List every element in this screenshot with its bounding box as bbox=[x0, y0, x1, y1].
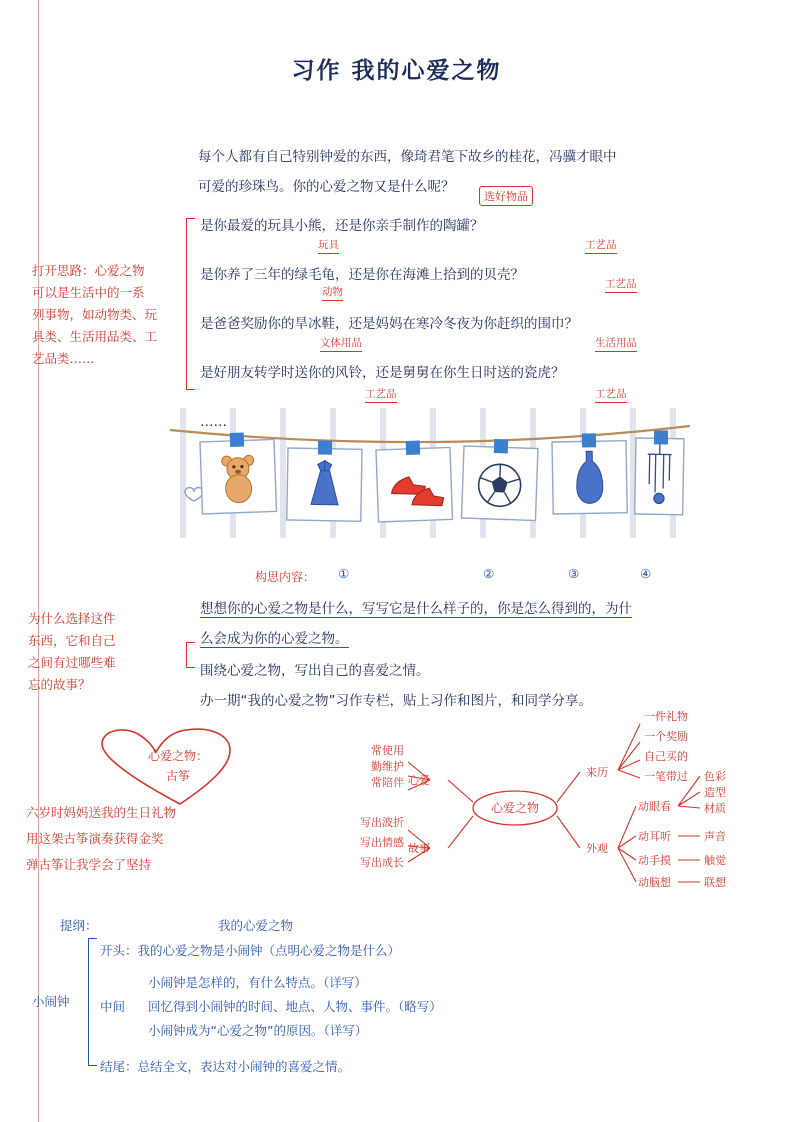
mindmap-subitem: 触觉 bbox=[704, 854, 726, 867]
body-line-1: 想想你的心爱之物是什么，写写它是什么样子的，你是怎么得到的，为什 bbox=[200, 601, 632, 617]
question-ellipsis: …… bbox=[200, 414, 227, 430]
category-tag: 工艺品 bbox=[585, 237, 617, 254]
outline-row-key: 开头 bbox=[100, 943, 126, 958]
outline-row bbox=[148, 1020, 367, 1042]
outline-row-sep: ： bbox=[125, 1059, 138, 1074]
body-line-2: 么会成为你的心爱之物。 bbox=[200, 631, 349, 647]
sidenote-line: 具类、生活用品类、工 bbox=[32, 329, 158, 344]
mindmap-branch-label-1: 故事 bbox=[408, 842, 430, 855]
mindmap-subitem: 材质 bbox=[704, 802, 726, 815]
category-tag: 工艺品 bbox=[595, 386, 627, 403]
body-line-3: 围绕心爱之物，写出自己的喜爱之情。 bbox=[200, 663, 430, 679]
heart-text bbox=[98, 746, 258, 786]
sidenote-line: 忘的故事？ bbox=[28, 677, 91, 692]
outline-label: 提纲： bbox=[60, 918, 98, 933]
category-tag: 玩具 bbox=[318, 237, 339, 254]
marker-3: ③ bbox=[568, 566, 580, 581]
heart-line-2: 古筝 bbox=[165, 769, 190, 783]
construct-content-label: 构思内容： bbox=[255, 570, 316, 584]
category-tag: 生活用品 bbox=[595, 335, 637, 352]
outline-row bbox=[148, 972, 367, 994]
mindmap-item: 写出波折 bbox=[360, 816, 404, 829]
body-paragraphs bbox=[200, 594, 670, 716]
outline-row bbox=[100, 940, 400, 962]
marker-2: ② bbox=[483, 566, 495, 581]
outline-row-text: 我的心爱之物是小闹钟（点明心爱之物是什么） bbox=[137, 943, 401, 958]
outline-subject: 小闹钟 bbox=[32, 994, 70, 1009]
red-bracket-questions bbox=[186, 218, 195, 390]
outline-brace bbox=[88, 938, 97, 1066]
sidenote-line: 之间有过哪些难 bbox=[28, 655, 116, 670]
mindmap-subitem: 声音 bbox=[704, 830, 726, 843]
mindmap-branch-label-2: 来历 bbox=[586, 766, 608, 779]
body-line-4: 办一期“我的心爱之物”习作专栏，贴上习作和图片，和同学分享。 bbox=[200, 693, 592, 709]
red-note-line: 弹古筝让我学会了坚持 bbox=[26, 857, 152, 872]
outline-row-sep: ： bbox=[125, 943, 138, 958]
page-title: 习作 我的心爱之物 bbox=[291, 57, 502, 84]
sidenote-why bbox=[28, 608, 180, 696]
marker-4: ④ bbox=[640, 566, 652, 581]
outline-title: 我的心爱之物 bbox=[218, 918, 294, 933]
tag-row bbox=[200, 239, 670, 261]
clothesline-illustration bbox=[170, 408, 690, 558]
mindmap-item: 写出成长 bbox=[360, 856, 404, 869]
outline-row bbox=[148, 996, 442, 1018]
sidenote-line: 艺品类…… bbox=[32, 351, 95, 366]
margin-rule-line bbox=[38, 0, 39, 1122]
mindmap-subitem: 联想 bbox=[704, 876, 726, 889]
red-note-line: 用这架古筝演奏获得金奖 bbox=[26, 831, 164, 846]
heart-annotation bbox=[90, 726, 270, 806]
mindmap bbox=[330, 706, 770, 906]
sidenote-line: 列事物，如动物类、玩 bbox=[32, 307, 158, 322]
mindmap-item: 动耳听 bbox=[638, 830, 671, 843]
tag-row bbox=[200, 337, 670, 359]
outline-row-key: 结尾 bbox=[100, 1059, 126, 1074]
mindmap-branch-label-0: 心爱 bbox=[408, 774, 430, 787]
mindmap-item: 写出情感 bbox=[360, 836, 404, 849]
tag-row bbox=[200, 278, 670, 310]
outline-row-text: 小闹钟是怎样的，有什么特点。（详写） bbox=[148, 975, 367, 990]
outline-row-text: 回忆得到小闹钟的时间、地点、人物、事件。（略写） bbox=[148, 999, 442, 1014]
mindmap-item: 勤维护 bbox=[371, 760, 404, 773]
red-note-line: 六岁时妈妈送我的生日礼物 bbox=[26, 805, 177, 820]
mindmap-item: 动脑想 bbox=[638, 876, 671, 889]
sidenote-line: 为什么选择这件 bbox=[28, 611, 116, 626]
sidenote-line: 可以是生活中的一系 bbox=[32, 285, 145, 300]
badge-select-item: 选好物品 bbox=[479, 186, 533, 206]
marker-1: ① bbox=[338, 566, 350, 581]
mindmap-branch-label-3: 外观 bbox=[586, 842, 608, 855]
intro-text: 每个人都有自己特别钟爱的东西，像琦君笔下故乡的桂花，冯骥才眼中可爱的珍珠鸟。你的心爱之物又是什么呢？ bbox=[198, 149, 617, 195]
question-line: 是爸爸奖励你的旱冰鞋，还是妈妈在寒冷冬夜为你赶织的围巾？ bbox=[200, 316, 578, 332]
question-line: 是好朋友转学时送你的风铃，还是舅舅在你生日时送的瓷虎？ bbox=[200, 365, 565, 381]
mindmap-subitem: 造型 bbox=[704, 786, 726, 799]
mindmap-item: 动手摸 bbox=[638, 854, 671, 867]
mindmap-item: 常使用 bbox=[371, 744, 404, 757]
heart-line-1: 心爱之物： bbox=[147, 749, 208, 763]
question-list bbox=[200, 216, 670, 430]
mindmap-item: 一笔带过 bbox=[644, 770, 688, 783]
sidenote-open-thinking bbox=[32, 260, 182, 370]
sidenote-line: 打开思路：心爱之物 bbox=[32, 263, 145, 278]
outline-row-text: 总结全文，表达对小闹钟的喜爱之情。 bbox=[137, 1059, 351, 1074]
intro-paragraph bbox=[198, 142, 618, 202]
mindmap-subitem: 色彩 bbox=[704, 770, 726, 783]
mindmap-item: 一件礼物 bbox=[644, 710, 688, 723]
question-line: 是你最爱的玩具小熊，还是你亲手制作的陶罐？ bbox=[200, 218, 484, 234]
category-tag: 工艺品 bbox=[365, 386, 397, 403]
mindmap-item: 动眼看 bbox=[638, 800, 671, 813]
mindmap-item: 常陪伴 bbox=[371, 776, 404, 789]
outline-row-key-middle bbox=[100, 996, 125, 1018]
mindmap-item: 自己买的 bbox=[644, 750, 688, 763]
sidenote-line: 东西，它和自己 bbox=[28, 633, 116, 648]
category-tag: 动物 bbox=[322, 284, 343, 301]
category-tag: 工艺品 bbox=[605, 276, 637, 293]
mindmap-item: 一个奖励 bbox=[644, 730, 688, 743]
outline-row bbox=[100, 1056, 350, 1078]
outline-row-text: 小闹钟成为“心爱之物”的原因。（详写） bbox=[148, 1023, 368, 1038]
question-line: 是你养了三年的绿毛龟，还是你在海滩上拾到的贝壳？ bbox=[200, 267, 524, 283]
mindmap-center-label: 心爱之物 bbox=[490, 801, 540, 815]
tag-row bbox=[200, 388, 670, 408]
category-tag: 文体用品 bbox=[320, 335, 362, 352]
red-bracket-emotion bbox=[186, 642, 195, 668]
outline-row-key: 中间 bbox=[100, 999, 126, 1014]
red-handwritten-notes bbox=[26, 800, 176, 878]
